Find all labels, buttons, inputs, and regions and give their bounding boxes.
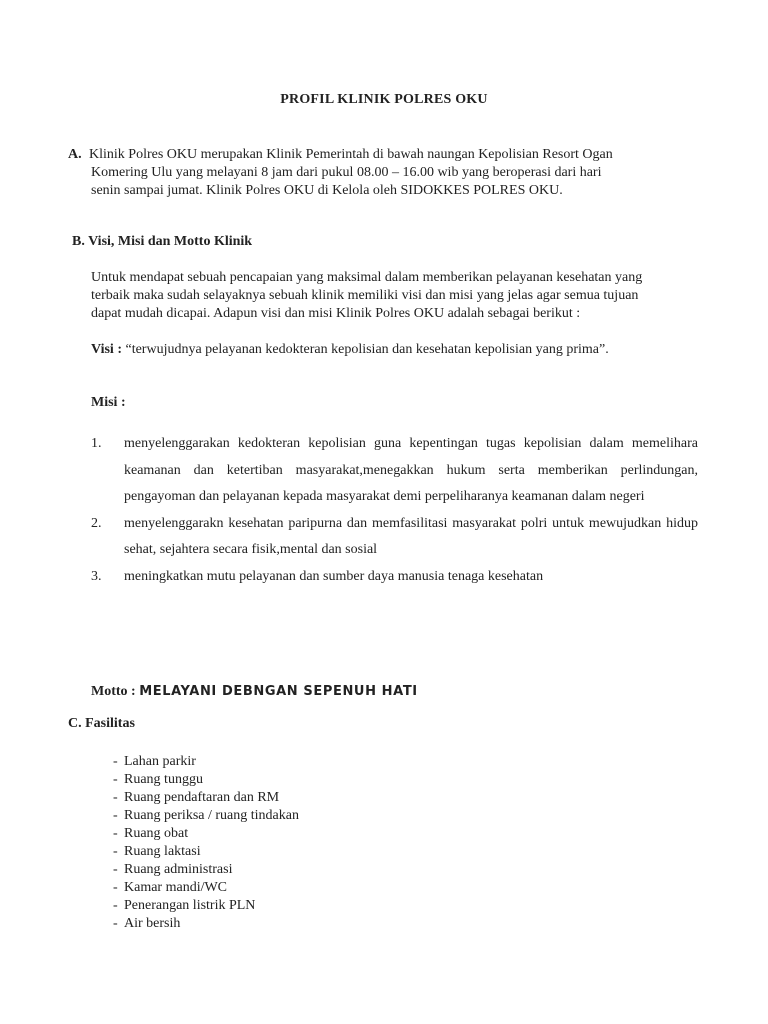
list-dash: -	[113, 754, 118, 769]
visi-label: Visi :	[91, 342, 122, 357]
misi-text: menyelenggarakan kedokteran kepolisian guna kepentingan tugas kepolisian dalam memelihara keamanan dan ketertiban masyarakat,menegakkan hukum serta memberikan perlindungan, pengayoman dan pelayanan kepada masyarakat demi perpeliharanya keamanan dalam negeri	[124, 436, 698, 504]
document-title: PROFIL KLINIK POLRES OKU	[280, 92, 488, 107]
list-item-text: Ruang laktasi	[124, 844, 201, 859]
fasilitas-list	[113, 753, 299, 933]
list-item-text: Ruang obat	[124, 826, 189, 841]
section-b-intro	[91, 269, 711, 323]
misi-text: menyelenggarakn kesehatan paripurna dan memfasilitasi masyarakat polri untuk mewujudkan hidup sehat, sejahtera secara fisik,mental dan sosial	[124, 515, 698, 557]
list-item-text: Ruang pendaftaran dan RM	[124, 790, 280, 805]
list-dash: -	[113, 826, 118, 841]
misi-item	[91, 511, 698, 564]
section-a-text-1: Klinik Polres OKU merupakan Klinik Pemerintah di bawah naungan Kepolisian Resort Ogan	[89, 147, 613, 162]
misi-text: meningkatkan mutu pelayanan dan sumber daya manusia tenaga kesehatan	[124, 568, 544, 584]
list-dash: -	[113, 808, 118, 823]
list-item	[113, 915, 299, 933]
motto-label: Motto :	[91, 684, 136, 699]
list-dash: -	[113, 880, 118, 895]
intro-line-3: dapat mudah dicapai. Adapun visi dan misi Klinik Polres OKU adalah sebagai berikut :	[91, 306, 581, 321]
section-b-heading: B. Visi, Misi dan Motto Klinik	[72, 234, 253, 249]
list-item-text: Penerangan listrik PLN	[124, 898, 256, 913]
visi-paragraph	[91, 342, 711, 358]
intro-line-2: terbaik maka sudah selayaknya sebuah klinik memiliki visi dan misi yang jelas agar semua tujuan	[91, 288, 639, 303]
list-dash: -	[113, 898, 118, 913]
misi-list	[91, 431, 698, 590]
section-a-line-2: Komering Ulu yang melayani 8 jam dari pukul 08.00 – 16.00 wib yang beroperasi dari hari	[91, 165, 602, 180]
list-item-text: Kamar mandi/WC	[124, 880, 228, 895]
list-item-text: Ruang administrasi	[124, 862, 233, 877]
list-item	[113, 771, 299, 789]
misi-item	[91, 431, 698, 511]
list-item	[113, 789, 299, 807]
list-item	[113, 825, 299, 843]
misi-item	[91, 564, 698, 591]
visi-text: “terwujudnya pelayanan kedokteran kepolisian dan kesehatan kepolisian yang prima”.	[121, 342, 609, 357]
section-c-heading: C. Fasilitas	[68, 716, 135, 731]
misi-heading: Misi :	[91, 395, 126, 410]
section-a-line-1	[68, 146, 688, 164]
misi-number: 1.	[91, 436, 102, 451]
motto-value: MELAYANI DEBNGAN SEPENUH HATI	[139, 684, 418, 699]
list-item	[113, 879, 299, 897]
list-dash: -	[113, 772, 118, 787]
list-item	[113, 807, 299, 825]
intro-line-1: Untuk mendapat sebuah pencapaian yang maksimal dalam memberikan pelayanan kesehatan yang	[91, 270, 643, 285]
section-a	[68, 146, 688, 200]
list-item-text: Ruang periksa / ruang tindakan	[124, 808, 299, 823]
list-item	[113, 861, 299, 879]
list-dash: -	[113, 862, 118, 877]
misi-number: 3.	[91, 568, 102, 584]
list-item	[113, 753, 299, 771]
list-item	[113, 897, 299, 915]
section-a-marker: A.	[68, 147, 82, 162]
list-item	[113, 843, 299, 861]
list-dash: -	[113, 790, 118, 805]
section-a-line-3: senin sampai jumat. Klinik Polres OKU di Kelola oleh SIDOKKES POLRES OKU.	[91, 183, 563, 198]
list-item-text: Lahan parkir	[124, 754, 196, 769]
list-item-text: Air bersih	[124, 916, 181, 931]
list-dash: -	[113, 844, 118, 859]
list-dash: -	[113, 916, 118, 931]
motto-line	[91, 684, 711, 700]
misi-number: 2.	[91, 515, 102, 531]
list-item-text: Ruang tunggu	[124, 772, 203, 787]
